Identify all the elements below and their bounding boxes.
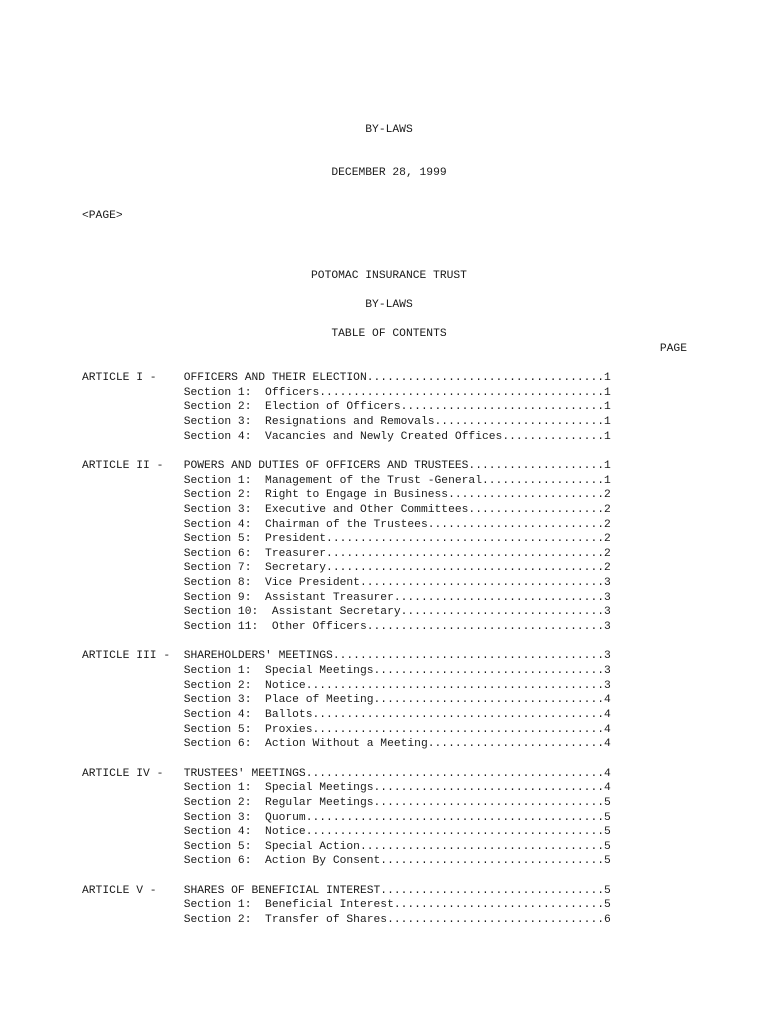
toc-section-line: Section 5: Special Action....................................5 [82,840,611,853]
toc-section-line: Section 5: President.........................................2 [82,533,611,546]
toc-section-line: Section 4: Chairman of the Trustees..........................2 [82,518,611,531]
cover-title: BY-LAWS [365,124,413,136]
toc-section-line: Section 6: Action By Consent.................................5 [82,855,611,868]
bylaws-title: BY-LAWS [365,299,413,311]
toc-article-line: ARTICLE I - OFFICERS AND THEIR ELECTION...................................1 [82,372,611,384]
toc-section-line: Section 11: Other Officers...................................3 [82,621,611,634]
toc-section-line: Section 7: Secretary.........................................2 [82,562,611,575]
toc-section-line: Section 3: Place of Meeting..................................4 [82,694,611,707]
toc-title: TABLE OF CONTENTS [331,328,447,340]
toc-section-line: Section 2: Notice............................................3 [82,679,611,692]
toc-section-line: Section 1: Management of the Trust -General..................1 [82,474,611,487]
toc-section-line: Section 3: Quorum............................................5 [82,811,611,824]
toc-section-line: Section 4: Ballots...........................................4 [82,708,611,721]
toc-section-line: Section 5: Proxies...........................................4 [82,723,611,736]
toc-section-line: Section 3: Executive and Other Committees....................2 [82,503,611,516]
toc-section-line: Section 2: Election of Officers..............................1 [82,401,611,414]
toc-section-line: Section 1: Special Meetings..................................3 [82,665,611,677]
toc-section-line: Section 1: Special Meetings..................................4 [82,782,611,795]
toc-section-line: Section 2: Regular Meetings..................................5 [82,796,611,809]
toc-section-line: Section 8: Vice President....................................3 [82,577,611,590]
toc-section-line: Section 1: Beneficial Interest...............................5 [82,899,611,912]
toc-section-line: Section 4: Vacancies and Newly Created Offices...............1 [82,430,611,443]
toc-section-line: Section 10: Assistant Secretary..............................3 [82,606,611,619]
toc-section-line: Section 9: Assistant Treasurer...............................3 [82,591,611,604]
toc-section-line: Section 3: Resignations and Removals.........................1 [82,415,611,428]
toc-article-line: ARTICLE IV - TRUSTEES' MEETINGS............................................4 [82,767,611,780]
toc-section-line: Section 6: Action Without a Meeting..........................4 [82,738,611,751]
toc-section-line: Section 1: Officers..........................................1 [82,386,611,399]
toc-article-line: ARTICLE II - POWERS AND DUTIES OF OFFICERS AND TRUSTEES....................1 [82,459,611,472]
toc-article-line: ARTICLE V - SHARES OF BENEFICIAL INTEREST.................................5 [82,884,611,897]
cover-date: DECEMBER 28, 1999 [331,167,447,179]
toc-article-line: ARTICLE III - SHAREHOLDERS' MEETINGS........................................3 [82,650,611,663]
page-marker: <PAGE> [82,210,123,222]
toc-section-line: Section 6: Treasurer.........................................2 [82,547,611,560]
org-name: POTOMAC INSURANCE TRUST [311,270,467,282]
page-column-header: PAGE [659,343,687,355]
toc-section-line: Section 2: Transfer of Shares................................6 [82,914,611,927]
toc-section-line: Section 2: Right to Engage in Business.......................2 [82,489,611,502]
toc-section-line: Section 4: Notice............................................5 [82,826,611,839]
